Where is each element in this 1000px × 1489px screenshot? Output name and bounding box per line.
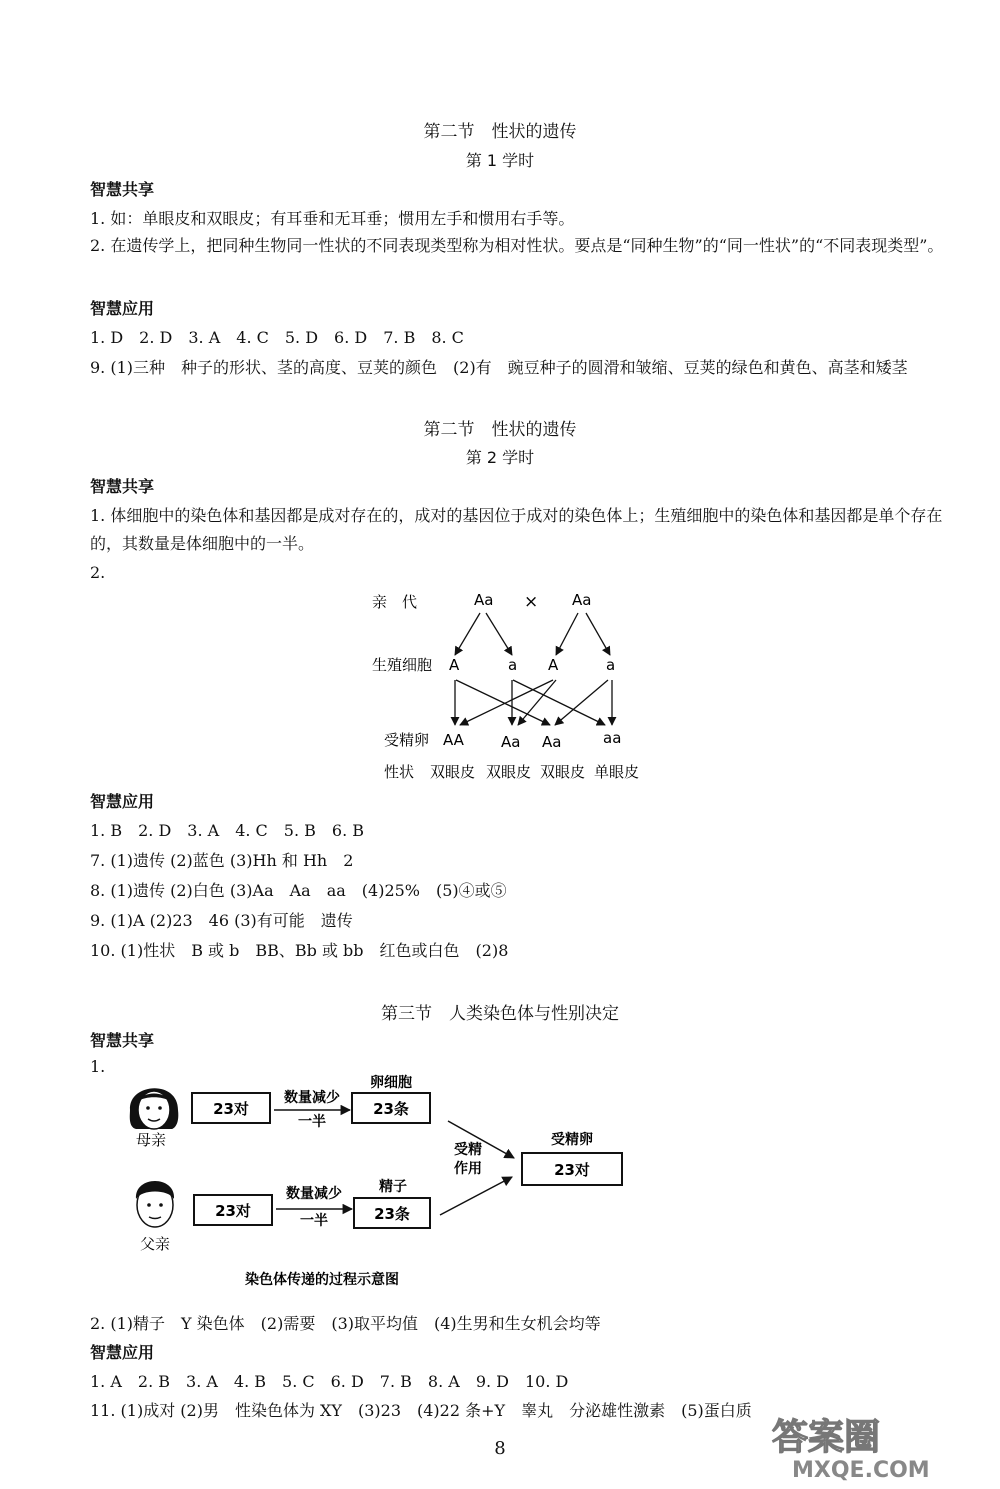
trait: 单眼皮 [594, 763, 640, 781]
answer-line: 9. (1)三种 种子的形状、茎的高度、豆荚的颜色 (2)有 豌豆种子的圆滑和皱缩、豆荚的绿色和黄色、高茎和矮茎 [90, 358, 908, 377]
share-heading-3: 智慧共享 [90, 1031, 155, 1050]
reduce-label-top: 数量减少 [284, 1090, 340, 1106]
gamete: a [508, 656, 518, 674]
watermark-cn: 答案圈 [772, 1417, 881, 1458]
section-title-1: 第二节 性状的遗传 [423, 122, 577, 142]
section-title-3: 第三节 人类染色体与性别决定 [381, 1004, 619, 1024]
parent-genotype-right: Aa [572, 591, 592, 609]
answer-line: 1. D 2. D 3. A 4. C 5. D 6. D 7. B 8. C [90, 328, 464, 347]
lesson-subtitle-1: 第 1 学时 [465, 151, 535, 170]
sperm-label: 精子 [379, 1179, 407, 1195]
box-sperm: 23条 [374, 1205, 410, 1223]
mother-label: 母亲 [136, 1131, 167, 1149]
apply-heading-1: 智慧应用 [90, 299, 155, 318]
answer-line: 1. B 2. D 3. A 4. C 5. B 6. B [90, 821, 365, 840]
answer-paragraph: 2. 在遗传学上，把同种生物同一性状的不同表现类型称为相对性状。要点是“同种生物”的“同一性状”的“不同表现类型”。 [90, 236, 944, 255]
mother-face-icon [130, 1088, 179, 1129]
answer-paragraph: 1. 体细胞中的染色体和基因都是成对存在的，成对的基因位于成对的染色体上；生殖细胞中的染色体和基因都是单个存在的，其数量是体细胞中的一半。 [90, 506, 943, 553]
share-heading-2: 智慧共享 [90, 477, 155, 496]
chromosome-transfer-diagram [0, 1065, 1000, 1290]
share-heading-1: 智慧共享 [90, 180, 155, 199]
box-mother: 23对 [213, 1100, 249, 1118]
answer-line: 2. [90, 563, 106, 582]
row-label-parent: 亲 代 [372, 593, 418, 611]
genetic-cross-diagram [0, 585, 1000, 785]
answer-line: 1. 如：单眼皮和双眼皮；有耳垂和无耳垂；惯用左手和惯用右手等。 [90, 209, 575, 228]
zygote: aa [603, 729, 622, 747]
cross-symbol: × [524, 592, 539, 612]
row-label-zygote: 受精卵 [384, 731, 430, 749]
gamete: A [449, 656, 460, 674]
row-label-trait: 性状 [384, 763, 415, 781]
box-egg: 23条 [373, 1100, 409, 1118]
diagram-caption: 染色体传递的过程示意图 [245, 1272, 399, 1288]
watermark-logo [752, 1409, 982, 1483]
fertilization-label: 受精 [454, 1142, 482, 1158]
answer-line: 2. (1)精子 Y 染色体 (2)需要 (3)取平均值 (4)生男和生女机会均等 [90, 1314, 601, 1333]
lesson-subtitle-2: 第 2 学时 [465, 448, 535, 467]
answer-line: 1. [90, 1057, 106, 1076]
reduce-label-top: 数量减少 [286, 1186, 342, 1202]
answer-line: 9. (1)A (2)23 46 (3)有可能 遗传 [90, 911, 353, 930]
answer-line: 10. (1)性状 B 或 b BB、Bb 或 bb 红色或白色 (2)8 [90, 941, 509, 960]
row-label-gamete: 生殖细胞 [372, 656, 433, 674]
zygote: Aa [542, 733, 562, 751]
zygote: Aa [501, 733, 521, 751]
trait: 双眼皮 [540, 763, 586, 781]
apply-heading-3: 智慧应用 [90, 1343, 155, 1362]
trait: 双眼皮 [430, 763, 476, 781]
apply-heading-2: 智慧应用 [90, 792, 155, 811]
parent-genotype-left: Aa [474, 591, 494, 609]
answer-line: 11. (1)成对 (2)男 性染色体为 XY (3)23 (4)22 条+Y 睾丸 分泌雄性激素 (5)蛋白质 [90, 1401, 752, 1420]
father-face-icon [136, 1181, 174, 1227]
zygote: AA [443, 731, 464, 749]
answer-line: 1. A 2. B 3. A 4. B 5. C 6. D 7. B 8. A 9. D 10. D [90, 1372, 569, 1391]
egg-label: 卵细胞 [370, 1075, 412, 1091]
box-zygote: 23对 [554, 1161, 590, 1179]
section-title-2: 第二节 性状的遗传 [423, 420, 577, 440]
fertilization-label: 作用 [454, 1161, 482, 1177]
answer-line: 7. (1)遗传 (2)蓝色 (3)Hh 和 Hh 2 [90, 851, 354, 870]
box-father: 23对 [215, 1202, 251, 1220]
answer-line: 8. (1)遗传 (2)白色 (3)Aa Aa aa (4)25% (5)④或⑤ [90, 881, 507, 900]
trait: 双眼皮 [486, 763, 532, 781]
reduce-label-bottom: 一半 [300, 1213, 328, 1229]
reduce-label-bottom: 一半 [298, 1114, 326, 1130]
zygote-label: 受精卵 [551, 1132, 593, 1148]
gamete: a [606, 656, 616, 674]
page-number: 8 [494, 1438, 506, 1459]
gamete: A [548, 656, 559, 674]
watermark-en: MXQE.COM [792, 1458, 930, 1483]
father-label: 父亲 [140, 1235, 171, 1253]
